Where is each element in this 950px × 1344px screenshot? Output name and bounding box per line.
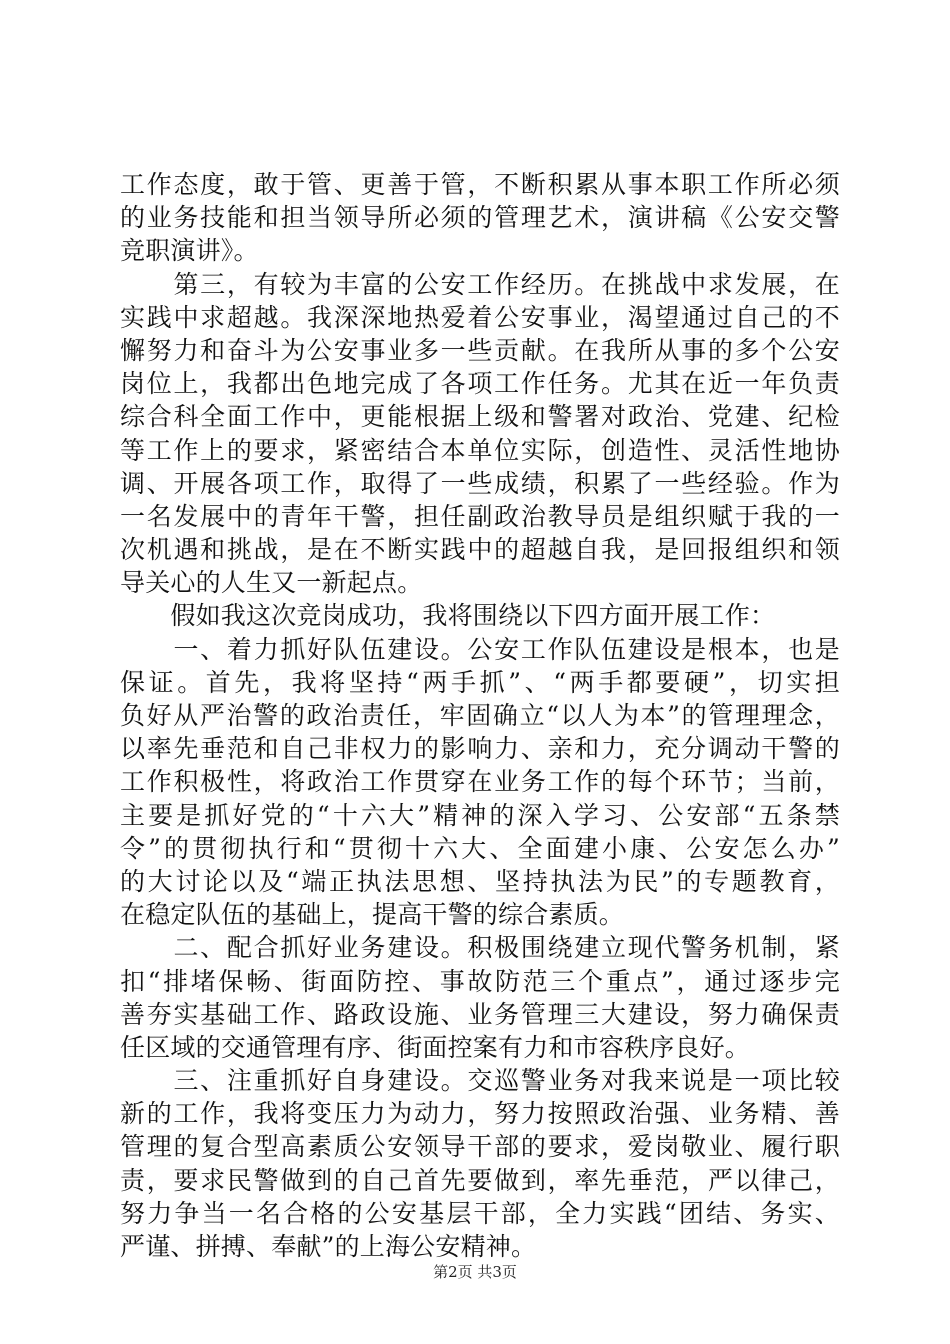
text-line: 岗位上，我都出色地完成了各项工作任务。尤其在近一年负责 [120, 369, 840, 399]
text-line: 严谨、拼搏、奉献”的上海公安精神。 [120, 1232, 537, 1261]
text-line: 的业务技能和担当领导所必须的管理艺术，演讲稿《公安交警 [120, 203, 840, 233]
text-line: 善夯实基础工作、路政设施、业务管理三大建设，努力确保责 [120, 999, 840, 1029]
text-line: 努力争当一名合格的公安基层干部，全力实践“团结、务实、 [120, 1198, 840, 1228]
text-line: 责，要求民警做到的自己首先要做到，率先垂范，严以律己， [120, 1165, 840, 1195]
text-line: 调、开展各项工作，取得了一些成绩，积累了一些经验。作为 [120, 468, 840, 498]
text-line: 三、注重抓好自身建设。交巡警业务对我来说是一项比较 [120, 1066, 840, 1096]
text-line: 工作积极性，将政治工作贯穿在业务工作的每个环节；当前， [120, 767, 840, 797]
text-line: 扣“排堵保畅、街面防控、事故防范三个重点”，通过逐步完 [120, 966, 840, 996]
text-line: 以率先垂范和自己非权力的影响力、亲和力，充分调动干警的 [120, 734, 840, 764]
text-line: 在稳定队伍的基础上，提高干警的综合素质。 [120, 900, 625, 930]
text-line: 令”的贯彻执行和“贯彻十六大、全面建小康、公安怎么办” [120, 833, 840, 863]
text-line: 第三，有较为丰富的公安工作经历。在挑战中求发展，在 [120, 269, 840, 299]
text-line: 二、配合抓好业务建设。积极围绕建立现代警务机制，紧 [120, 933, 840, 963]
text-line: 一、着力抓好队伍建设。公安工作队伍建设是根本，也是 [120, 634, 840, 664]
text-line: 等工作上的要求，紧密结合本单位实际，创造性、灵活性地协 [120, 435, 840, 465]
text-line: 的大讨论以及“端正执法思想、坚持执法为民”的专题教育， [120, 866, 840, 896]
text-line: 懈努力和奋斗为公安事业多一些贡献。在我所从事的多个公安 [120, 335, 840, 365]
text-line: 竞职演讲》。 [120, 236, 259, 266]
body-text [120, 168, 840, 1263]
text-line: 主要是抓好党的“十六大”精神的深入学习、公安部“五条禁 [120, 800, 840, 830]
text-line: 一名发展中的青年干警，担任副政治教导员是组织赋于我的一 [120, 501, 840, 531]
text-line: 管理的复合型高素质公安领导干部的要求，爱岗敬业、履行职 [120, 1132, 840, 1162]
page-number: 第2页 共3页 [433, 1263, 517, 1281]
text-line: 次机遇和挑战，是在不断实践中的超越自我，是回报组织和领 [120, 535, 840, 565]
text-line: 负好从严治警的政治责任，牢固确立“以人为本”的管理理念， [120, 701, 840, 730]
text-line: 工作态度，敢于管、更善于管，不断积累从事本职工作所必须 [120, 170, 840, 199]
text-line: 综合科全面工作中，更能根据上级和警署对政治、党建、纪检 [120, 402, 840, 432]
page-footer [0, 1262, 950, 1282]
text-line: 导关心的人生又一新起点。 [120, 568, 423, 598]
text-line: 实践中求超越。我深深地热爱着公安事业，渴望通过自己的不 [120, 302, 840, 332]
text-line: 保证。首先，我将坚持“两手抓”、“两手都要硬”，切实担 [120, 667, 840, 697]
text-line: 假如我这次竞岗成功，我将围绕以下四方面开展工作： [120, 601, 776, 631]
text-line: 新的工作，我将变压力为动力，努力按照政治强、业务精、善 [120, 1099, 840, 1129]
text-line: 任区域的交通管理有序、街面控案有力和市容秩序良好。 [120, 1032, 751, 1062]
